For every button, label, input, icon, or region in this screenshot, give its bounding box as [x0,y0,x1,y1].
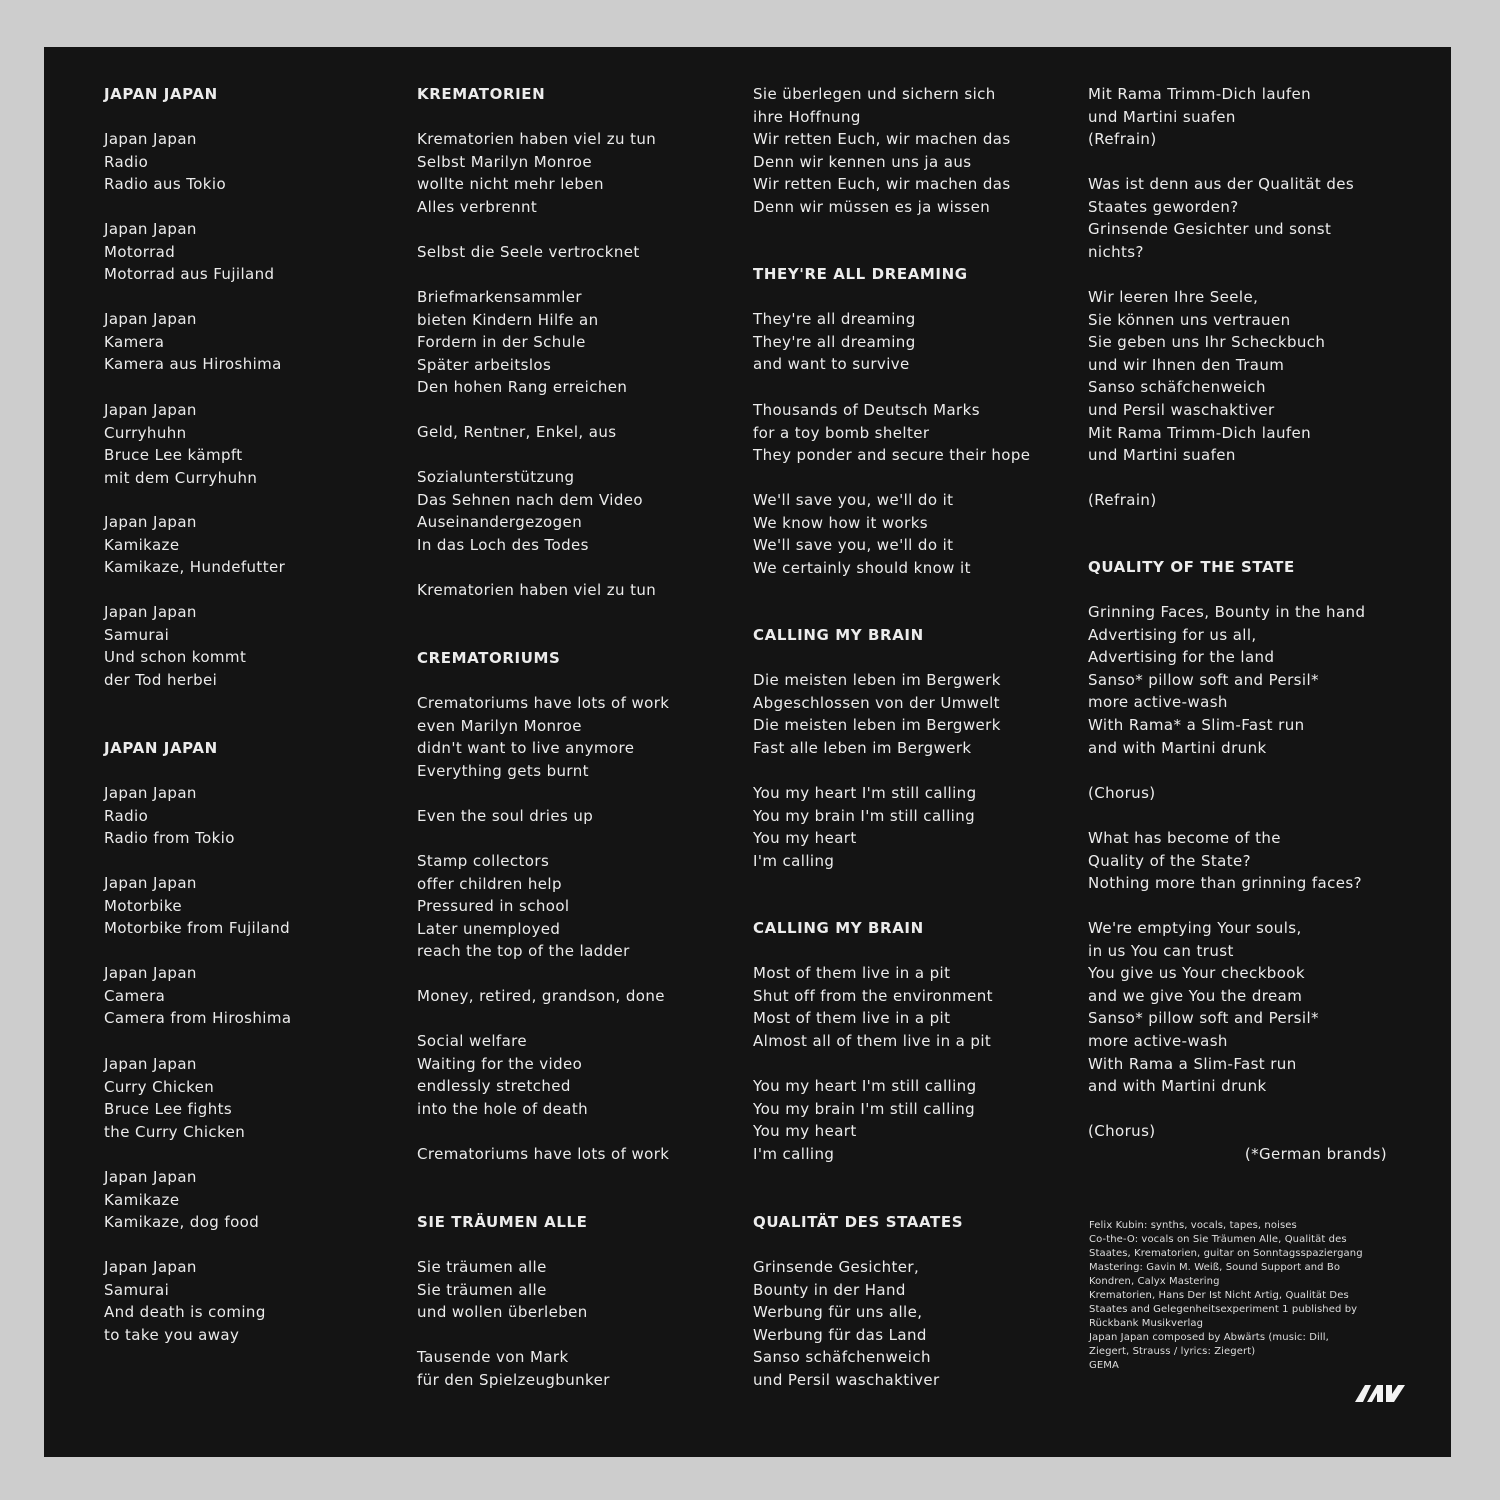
lyric-line: Japan Japan [104,964,197,982]
lyric-line: Das Sehnen nach dem Video [417,490,643,509]
song-title: JAPAN JAPAN [104,739,218,757]
lyric-line: Even the soul dries up [417,807,594,825]
lyric-line: didn't want to live anymore [417,739,635,758]
lyric-line: (Refrain) [1088,491,1157,509]
lyric-line: Most of them live in a pit [753,964,951,982]
lyric-line: Motorbike from Fujiland [104,919,291,938]
lyric-line: Crematoriums have lots of work [417,1145,670,1163]
credit-line: Rückbank Musikverlag [1089,1318,1204,1329]
lyric-line: Wir retten Euch, wir machen das [753,175,1011,194]
lyric-line: Grinsende Gesichter und sonst [1088,220,1332,239]
lyric-line: Auseinandergezogen [417,513,583,532]
lyric-line: even Marilyn Monroe [417,716,582,735]
lyric-line: and with Martini drunk [1088,738,1267,757]
lyric-line: Almost all of them live in a pit [753,1031,992,1050]
lyric-line: You give us Your checkbook [1088,964,1305,983]
lyric-line: Japan Japan [104,310,197,328]
label-logo-icon [1353,1382,1407,1404]
lyric-line: Sozialunterstützung [417,468,575,486]
lyric-line: Krematorien haben viel zu tun [417,581,657,599]
lyric-line: You my heart I'm still calling [753,1077,977,1095]
lyric-line: Nothing more than grinning faces? [1088,874,1362,893]
song-title: JAPAN JAPAN [104,85,218,103]
lyric-line: What has become of the [1088,829,1281,847]
song-title: CALLING MY BRAIN [753,626,924,644]
lyric-line: und wollen überleben [417,1303,588,1322]
credit-line: Kondren, Calyx Mastering [1089,1276,1220,1287]
lyric-line: Most of them live in a pit [753,1009,951,1028]
lyric-line: You my brain I'm still calling [753,1099,976,1118]
lyric-line: Kamikaze [104,535,180,554]
lyric-line: Curryhuhn [104,423,187,442]
lyric-line: Grinsende Gesichter, [753,1258,920,1276]
lyric-line: Japan Japan [104,874,197,892]
credit-line: Staates and Gelegenheitsexperiment 1 published by [1089,1304,1358,1315]
lyric-line: Japan Japan [104,1258,197,1276]
lyric-line: Sie träumen alle [417,1280,547,1299]
lyric-line: Japan Japan [104,513,197,531]
lyric-line: Bruce Lee fights [104,1100,233,1119]
lyric-line: reach the top of the ladder [417,942,630,961]
lyric-line: Japan Japan [104,220,197,238]
lyric-line: Shut off from the environment [753,986,993,1005]
lyric-line: und Martini suafen [1088,107,1236,126]
lyric-line: Sanso* pillow soft and Persil* [1088,1009,1319,1028]
lyric-line: Japan Japan [104,401,197,419]
credit-line: Ziegert, Strauss / lyrics: Ziegert) [1089,1346,1256,1357]
lyric-line: Sie geben uns Ihr Scheckbuch [1088,333,1326,352]
credit-line: Krematorien, Hans Der Ist Nicht Artig, Qualität Des [1089,1290,1349,1301]
lyric-line: Mit Rama Trimm-Dich laufen [1088,423,1312,442]
lyric-line: Later unemployed [417,919,561,938]
song-title: QUALITÄT DES STAATES [753,1213,964,1231]
lyric-line: Wir retten Euch, wir machen das [753,130,1011,149]
lyric-line: And death is coming [104,1303,266,1322]
song-title: KREMATORIEN [417,85,546,103]
lyric-line: Crematoriums have lots of work [417,694,670,712]
lyric-line: Alles verbrennt [417,197,538,216]
lyric-line: Waiting for the video [417,1054,583,1073]
lyric-line: I'm calling [753,851,835,870]
lyric-line: Curry Chicken [104,1077,215,1096]
lyric-line: Radio [104,806,149,825]
lyric-line: Geld, Rentner, Enkel, aus [417,423,617,441]
lyric-line: Sanso schäfchenweich [753,1348,931,1367]
song-title: CREMATORIUMS [417,649,561,667]
lyric-line: Radio [104,152,149,171]
song-title: THEY'RE ALL DREAMING [753,265,968,283]
lyric-line: We'll save you, we'll do it [753,536,954,555]
lyric-line: Japan Japan [104,603,197,621]
credit-line: Felix Kubin: synths, vocals, tapes, noises [1089,1220,1297,1231]
song-title: SIE TRÄUMEN ALLE [417,1213,588,1231]
lyric-line: Japan Japan [104,784,197,802]
lyric-line: Everything gets burnt [417,761,589,780]
lyric-line: Japan Japan [104,1055,197,1073]
lyric-line: Camera [104,986,166,1005]
lyric-line: more active-wash [1088,1032,1228,1050]
lyrics-sheet [44,47,1451,1457]
lyric-line: I'm calling [753,1144,835,1163]
lyric-line: They're all dreaming [753,310,916,328]
lyric-line: Fast alle leben im Bergwerk [753,738,972,757]
lyric-line: Stamp collectors [417,852,550,870]
lyric-line: (Refrain) [1088,130,1157,149]
lyric-line: der Tod herbei [104,670,218,689]
lyric-line: Die meisten leben im Bergwerk [753,716,1001,735]
lyric-line: Selbst die Seele vertrocknet [417,243,640,261]
lyric-line: Die meisten leben im Bergwerk [753,671,1001,689]
lyric-line: Grinning Faces, Bounty in the hand [1088,603,1366,621]
lyric-line: Mit Rama Trimm-Dich laufen [1088,85,1312,103]
lyric-line: to take you away [104,1325,240,1344]
credit-line: GEMA [1089,1360,1119,1371]
lyric-line: wollte nicht mehr leben [417,175,604,194]
lyric-line: Quality of the State? [1088,851,1252,870]
lyric-line: und Persil waschaktiver [1088,401,1275,419]
lyric-line: (Chorus) [1088,784,1156,802]
lyric-line: for a toy bomb shelter [753,423,930,442]
lyric-line: und wir Ihnen den Traum [1088,355,1285,374]
lyric-line: Und schon kommt [104,648,247,667]
lyric-line: You my heart [753,829,857,848]
lyric-line: In das Loch des Todes [417,535,589,554]
lyric-line: Motorrad aus Fujiland [104,265,275,284]
lyric-line: Motorrad [104,242,176,261]
lyric-line: Tausende von Mark [417,1348,569,1366]
lyric-line: You my heart [753,1122,857,1141]
lyric-line: Samurai [104,1280,170,1299]
lyric-line: Bruce Lee kämpft [104,446,243,465]
lyric-line: With Rama* a Slim-Fast run [1088,716,1305,734]
lyric-line: Sie überlegen und sichern sich [753,85,996,103]
lyric-line: Radio aus Tokio [104,175,227,194]
lyric-line: Advertising for the land [1088,648,1275,667]
lyric-line: Später arbeitslos [417,355,552,374]
lyric-line: and with Martini drunk [1088,1077,1267,1096]
lyric-line: (Chorus) [1088,1122,1156,1140]
lyric-line: Social welfare [417,1032,528,1050]
lyric-line: für den Spielzeugbunker [417,1370,610,1389]
lyric-line: Sanso schäfchenweich [1088,378,1266,397]
lyric-line: nichts? [1088,242,1144,261]
lyric-line: We're emptying Your souls, [1088,919,1302,937]
lyric-line: Money, retired, grandson, done [417,987,665,1005]
lyric-line: Japan Japan [104,130,197,148]
lyric-line: Denn wir kennen uns ja aus [753,152,972,171]
lyric-line: Japan Japan [104,1168,197,1186]
lyric-line: Sanso* pillow soft and Persil* [1088,670,1319,689]
lyric-line: You my heart I'm still calling [753,784,977,802]
lyric-line: Bounty in der Hand [753,1280,906,1299]
lyric-line: mit dem Curryhuhn [104,468,258,487]
lyric-line: and want to survive [753,355,910,374]
lyric-line: und Persil waschaktiver [753,1371,940,1389]
lyric-line: Denn wir müssen es ja wissen [753,198,991,216]
lyric-line: Staates geworden? [1088,197,1239,216]
lyric-line: We know how it works [753,513,929,532]
lyric-line: Abgeschlossen von der Umwelt [753,693,1000,712]
lyric-line: Briefmarkensammler [417,288,582,306]
lyric-line: Den hohen Rang erreichen [417,378,628,397]
lyric-line: Advertising for us all, [1088,625,1257,644]
lyric-line: You my brain I'm still calling [753,806,976,825]
lyric-line: Camera from Hiroshima [104,1009,292,1028]
lyric-line: Radio from Tokio [104,829,235,848]
lyric-line: bieten Kindern Hilfe an [417,310,599,329]
lyric-line: in us You can trust [1088,941,1234,960]
credit-line: Staates, Krematorien, guitar on Sonntagsspaziergang [1089,1248,1363,1259]
lyric-line: Werbung für das Land [753,1325,927,1344]
lyric-line: und Martini suafen [1088,446,1236,465]
lyric-line: the Curry Chicken [104,1122,246,1141]
credit-line: Mastering: Gavin M. Weiß, Sound Support and Bo [1089,1262,1341,1273]
lyric-line: Kamikaze, Hundefutter [104,558,286,577]
lyric-line: They ponder and secure their hope [753,446,1031,465]
lyric-line: Thousands of Deutsch Marks [753,401,980,419]
credit-line: Co-the-O: vocals on Sie Träumen Alle, Qualität des [1089,1234,1347,1245]
credits-block [1089,1219,1409,1373]
lyric-line: Sie können uns vertrauen [1088,310,1291,329]
lyric-line: Wir leeren Ihre Seele, [1088,288,1259,306]
lyric-line: Kamikaze [104,1190,180,1209]
lyric-line: Sie träumen alle [417,1258,547,1276]
lyric-line: offer children help [417,874,562,893]
lyric-line: more active-wash [1088,693,1228,712]
lyric-line: Fordern in der Schule [417,333,586,352]
lyric-line: Krematorien haben viel zu tun [417,130,657,148]
lyric-line: Pressured in school [417,897,570,916]
lyric-line: Kamera [104,332,165,351]
lyric-line: and we give You the dream [1088,986,1303,1005]
lyric-line: endlessly stretched [417,1077,571,1096]
credit-line: Japan Japan composed by Abwärts (music: Dill, [1089,1332,1329,1343]
lyric-line: Selbst Marilyn Monroe [417,152,592,171]
lyric-line: Werbung für uns alle, [753,1303,923,1322]
lyric-line: Was ist denn aus der Qualität des [1088,175,1355,193]
song-title: CALLING MY BRAIN [753,919,924,937]
lyric-line: ihre Hoffnung [753,107,861,126]
song-title: QUALITY OF THE STATE [1088,558,1295,576]
lyric-line: We'll save you, we'll do it [753,491,954,509]
lyric-line: into the hole of death [417,1099,589,1118]
lyric-line: (*German brands) [1244,1145,1387,1163]
lyric-line: Samurai [104,625,170,644]
lyric-line: With Rama a Slim-Fast run [1088,1054,1297,1073]
lyric-line: Kamera aus Hiroshima [104,355,282,374]
lyric-line: Kamikaze, dog food [104,1213,260,1232]
lyric-line: They're all dreaming [753,332,916,351]
lyric-line: We certainly should know it [753,558,971,577]
lyric-line: Motorbike [104,896,183,915]
